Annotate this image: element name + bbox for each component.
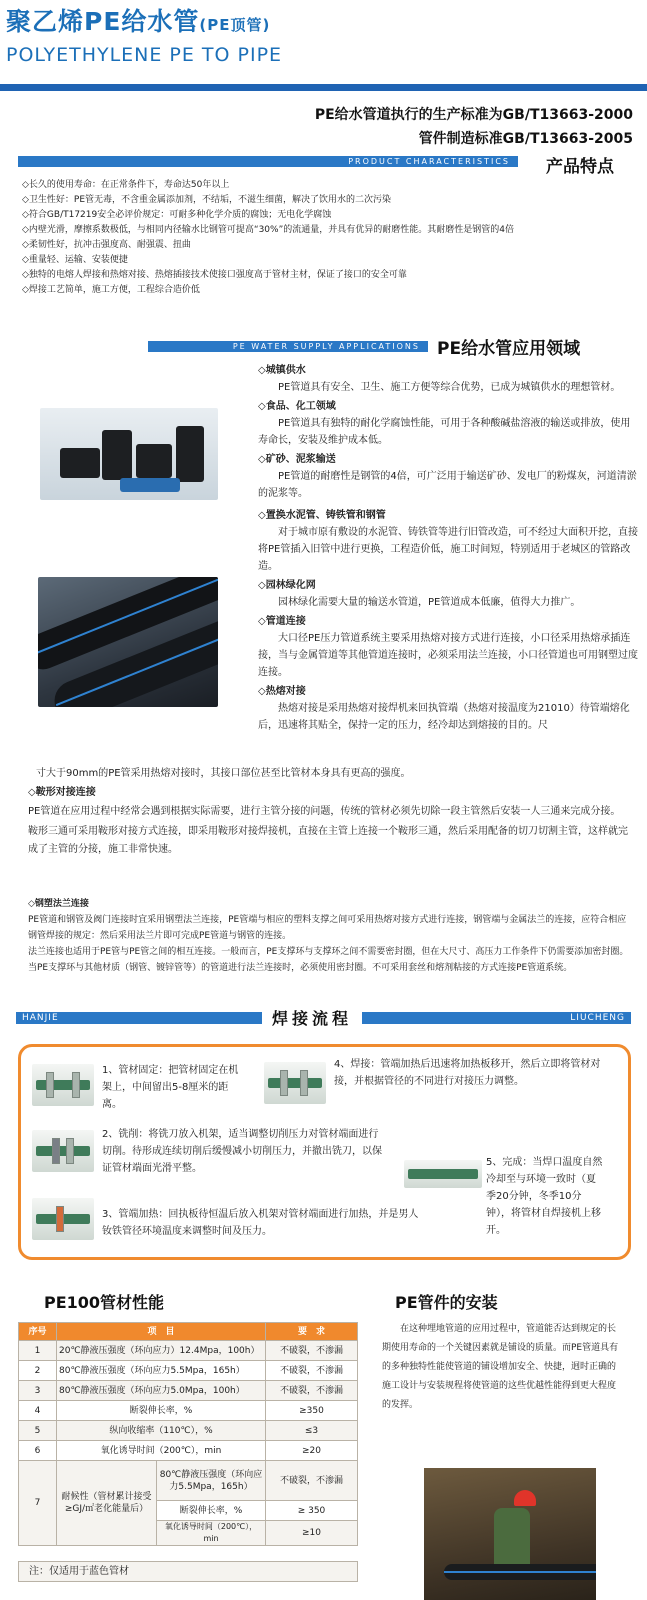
list-item: ◇柔韧性好，抗冲击强度高、耐强震、扭曲 xyxy=(22,240,191,250)
mine-slurry-text: PE管道的耐磨性是钢管的4倍，可广泛用于输送矿砂、发电厂的粉煤灰，河道清淤的泥浆等。 xyxy=(258,471,637,499)
characteristics-list xyxy=(22,178,632,298)
step5-text: 5、完成：当焊口温度自然冷却至与环境一致时（夏季20分钟，冬季10分钟），将管材自焊接机上移开。 xyxy=(486,1157,603,1236)
header-req: 要 求 xyxy=(266,1323,358,1341)
hot-melt-text-cont: 寸大于90mm的PE管采用热熔对接时，其接口部位甚至比管材本身具有更高的强度。 xyxy=(36,768,411,779)
step3-text: 3、管端加热：回执板待恒温后放入机架对管材端面进行加热，并是男人钕铁管径环境温度来调整时间及压力。 xyxy=(102,1209,419,1237)
list-item: ◇焊接工艺简单，施工方便，工程综合造价低 xyxy=(22,285,200,295)
table-row: 4 断裂伸长率，% ≥350 xyxy=(19,1401,358,1421)
install-heading: PE管件的安装 xyxy=(395,1293,498,1312)
connection-text: 大口径PE压力管道系统主要采用热熔对接方式进行连接，小口径采用热熔承插连接，当与金属管道等其他管道连接时，必须采用法兰连接，小口径管道也可用钢塑过度连接。 xyxy=(258,633,638,678)
table-row: 氧化诱导时间（200℃），min ≥10 xyxy=(19,1521,358,1546)
table-row: 2 80℃静液压强度（环向应力5.5Mpa，165h） 不破裂，不渗漏 xyxy=(19,1361,358,1381)
step4-text: 4、焊接：管端加热后迅速将加热板移开，然后立即将管材对接，并根据管径的不同进行对接压力调整。 xyxy=(334,1059,601,1087)
applications-heading: PE给水管应用领域 xyxy=(437,339,581,359)
food-chemical-heading: ◇食品、化工领域 xyxy=(258,401,336,412)
flange-text-2: 法兰连接也适用于PE管与PE管之间的相互连接。一般而言，PE支撑环与支撑环之间不需要密封圈，但在大尺寸、高压力工作条件下仍需要添加密封圈。当PE支撑环与其他材质（钢管、镀锌管等）的管道进行法兰连接时，必须使用密封圈。不可采用套丝和熔剂粘接的方式连接PE管道系统。 xyxy=(28,947,629,973)
table-row: 7 耐候性（管材累计接受≥GJ/㎡老化能量后） 80℃静液压强度（环向应力5.5Mpa，165h） 不破裂，不渗漏 xyxy=(19,1461,358,1501)
list-item: ◇独特的电熔人焊接和热熔对接、热熔插接技术使接口强度高于管材主材，保证了接口的安全可靠 xyxy=(22,270,407,280)
flange-text-1: PE管道和钢管及阀门连接时宜采用钢塑法兰连接，PE管端与相应的塑料支撑之间可采用热熔对接方式进行连接，钢管端与金属法兰的连接，应符合相应钢管焊接的规定：然后采用法兰片即可完成PE管道与钢管的连接。 xyxy=(28,915,627,941)
page-subtitle: (PE顶管) xyxy=(199,16,271,34)
mine-slurry-heading: ◇矿砂、泥浆输送 xyxy=(258,454,336,465)
step1-image xyxy=(32,1064,94,1106)
step2-text: 2、铣削：将铣刀放入机架，适当调整切削压力对管材端面进行切削。待形成连续切削后缓慢减小切削压力，并撤出铣刀，以保证管材端面光滑平整。 xyxy=(102,1129,382,1174)
saddle-heading: ◇鞍形对接连接 xyxy=(28,787,96,798)
city-water-text: PE管道具有安全、卫生、施工方便等综合优势，已成为城镇供水的理想管材。 xyxy=(278,382,621,393)
page-title: 聚乙烯PE给水管(PE顶管) xyxy=(6,7,271,36)
welding-bar-left: HANJIE xyxy=(22,1013,59,1023)
table-row: 断裂伸长率，% ≥ 350 xyxy=(19,1501,358,1521)
step5-image xyxy=(404,1160,482,1188)
replace-text: 对于城市原有敷设的水泥管、铸铁管等进行旧管改造，可不经过大面积开挖，直接将PE管插入旧管中进行更换，工程造价低，施工时间短，特别适用于老城区的管路改造。 xyxy=(258,527,638,572)
black-pipes-photo xyxy=(38,577,218,707)
pipe-fittings-photo xyxy=(40,408,218,500)
list-item: ◇内壁光滑，摩擦系数极低，与相同内径输水比钢管可提高“30%”的流通量，并具有优异的耐磨性能。其耐磨性是钢管的4倍 xyxy=(22,225,514,235)
table-note: 注：仅适用于蓝色管材 xyxy=(18,1561,358,1582)
step1-text: 1、管材固定：把管材固定在机架上，中间留出5-8厘米的距离。 xyxy=(102,1065,239,1110)
connection-heading: ◇管道连接 xyxy=(258,616,306,627)
header-band xyxy=(0,84,647,91)
list-item: ◇长久的使用寿命：在正常条件下，寿命达50年以上 xyxy=(22,180,230,190)
city-water-heading: ◇城镇供水 xyxy=(258,365,306,376)
performance-table xyxy=(18,1322,358,1546)
flange-section xyxy=(28,896,634,976)
table-row: 5 纵向收缩率（110℃），% ≤3 xyxy=(19,1421,358,1441)
saddle-section xyxy=(28,784,634,859)
replace-heading: ◇置换水泥管、铸铁管和钢管 xyxy=(258,510,386,521)
flange-heading: ◇钢塑法兰连接 xyxy=(28,899,89,909)
characteristics-heading: 产品特点 xyxy=(546,157,614,177)
list-item: ◇重量轻、运输、安装便捷 xyxy=(22,255,128,265)
standard-line-1: PE给水管道执行的生产标准为GB/T13663-2000 xyxy=(314,107,633,123)
step2-image xyxy=(32,1130,94,1172)
installation-photo xyxy=(424,1468,596,1600)
welding-heading: 焊接流程 xyxy=(262,1006,362,1029)
step3-image xyxy=(32,1198,94,1240)
hot-melt-text: 热熔对接是采用热熔对接焊机来回执管端（热熔对接温度为21010）待管端熔化后，迅速将其贴全，保持一定的压力，经冷却达到熔接的目的。尺 xyxy=(258,703,630,731)
standard-line-2: 管件制造标准GB/T13663-2005 xyxy=(418,131,633,147)
hot-melt-heading: ◇热熔对接 xyxy=(258,686,306,697)
food-chemical-text: PE管道具有独特的耐化学腐蚀性能，可用于各种酸碱盐溶液的输送或排放，使用寿命长，安装及维护成本低。 xyxy=(258,418,631,446)
saddle-text-1: PE管道在应用过程中经常会遇到根据实际需要，进行主管分接的问题，传统的管材必须先切除一段主管然后安装一人三通来完成分接。 xyxy=(28,806,621,817)
table-row: 3 80℃静液压强度（环向应力5.0Mpa，100h） 不破裂，不渗漏 xyxy=(19,1381,358,1401)
characteristics-bar: PRODUCT CHARACTERISTICS xyxy=(18,156,518,167)
table-row: 6 氧化诱导时间（200℃），min ≥20 xyxy=(19,1441,358,1461)
list-item: ◇符合GB/T17219安全必评价规定：可耐多种化学介质的腐蚀；无电化学腐蚀 xyxy=(22,210,332,220)
saddle-text-2: 鞍形三通可采用鞍形对接方式连接，即采用鞍形对接焊接机，直接在主管上连接一个鞍形三通，然后采用配备的切刀切割主管，这样就完成了主管的分接，施工非常快速。 xyxy=(28,826,628,855)
table-header-row xyxy=(19,1323,358,1341)
header-item: 项 目 xyxy=(57,1323,266,1341)
applications-bar: PE WATER SUPPLY APPLICATIONS xyxy=(148,341,428,352)
performance-heading: PE100管材性能 xyxy=(44,1293,165,1312)
step4-image xyxy=(264,1062,326,1104)
header-no: 序号 xyxy=(19,1323,57,1341)
welding-bar-right: LIUCHENG xyxy=(570,1013,625,1023)
applications-upper xyxy=(258,362,638,734)
table-row: 1 20℃静液压强度（环向应力）12.4Mpa，100h） 不破裂，不渗漏 xyxy=(19,1341,358,1361)
garden-text: 园林绿化需要大量的输送水管道，PE管道成本低廉，值得大力推广。 xyxy=(278,597,581,608)
install-text: 在这种埋地管道的应用过程中，管道能否达到规定的长期使用寿命的一个关键因素就是铺设的质量。而PE管道具有的多种独特性能使管道的铺设增加安全、快捷，迥时正确的施工设计与安装规程将使管道的这些优越性能得到更大程度的发挥。 xyxy=(382,1324,619,1410)
page-title-en: POLYETHYLENE PE TO PIPE xyxy=(6,44,283,66)
list-item: ◇卫生性好：PE管无毒，不含重金属添加剂，不结垢，不滋生细菌，解决了饮用水的二次污染 xyxy=(22,195,392,205)
garden-heading: ◇园林绿化网 xyxy=(258,580,316,591)
